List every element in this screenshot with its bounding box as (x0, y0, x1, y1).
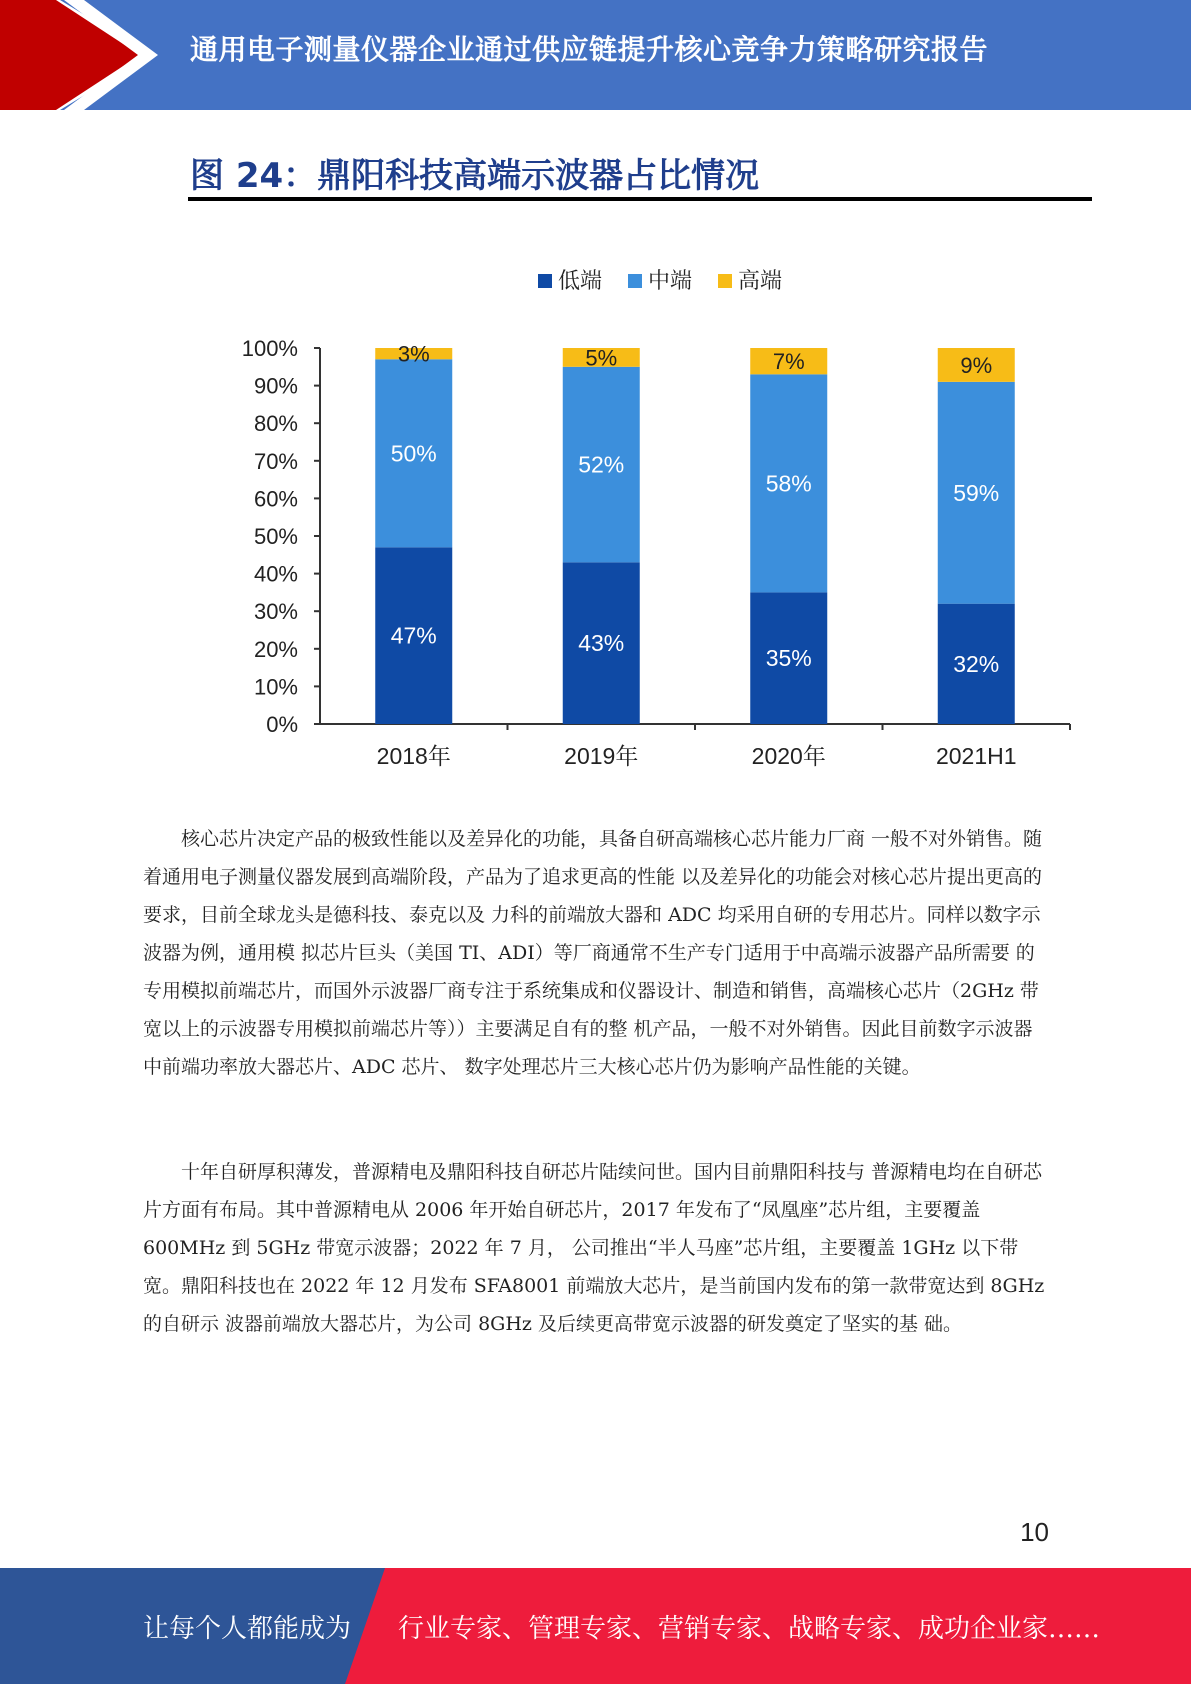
footer-slogan-right: 行业专家、管理专家、营销专家、战略专家、成功企业家…… (398, 1614, 1101, 1644)
data-label: 5% (585, 345, 618, 371)
data-label: 43% (578, 630, 625, 657)
y-tick-label: 90% (253, 373, 298, 399)
data-label: 7% (772, 349, 805, 375)
y-tick-label: 40% (253, 561, 298, 587)
paragraph-core-chips (143, 820, 1048, 1086)
stacked-bar-chart (188, 240, 1092, 780)
data-label: 35% (765, 645, 812, 672)
y-tick-label: 50% (253, 524, 298, 549)
data-label: 52% (578, 451, 625, 478)
legend-swatch-1 (538, 274, 552, 288)
y-tick-label: 30% (253, 599, 298, 625)
page-footer (0, 1568, 1191, 1684)
page-header (0, 0, 1191, 110)
page-number: 10 (1020, 1517, 1049, 1547)
y-tick-label: 70% (253, 448, 298, 474)
legend-label: 低端 (558, 268, 603, 293)
paragraph-text: 十年自研厚积薄发，普源精电及鼎阳科技自研芯片陆续问世。国内目前鼎阳科技与 普源精电均在自研芯片方面有布局。其中普源精电从 2006 年开始自研芯片，2017 年发布了“凤凰座”芯片组，主要覆盖 600MHz 到 5GHz 带宽示波器；2022 年 7 月， 公司推出“半人马座”芯片组，主要覆盖 1GHz 以下带宽。鼎阳科技也在 2022 年 12 月发布 SFA8001 前端放大芯片，是当前国内发布的第一款带宽达到 8GHz 的自研示 波器前端放大器芯片，为公司 8GHz 及后续更高带宽示波器的研发奠定了坚实的基 础。 (143, 1161, 1045, 1335)
data-label: 3% (397, 341, 430, 367)
x-category-label: 2021H1 (935, 743, 1017, 769)
data-label: 9% (960, 352, 993, 378)
figure-title-rule (188, 197, 1092, 201)
paragraph-text: 核心芯片决定产品的极致性能以及差异化的功能，具备自研高端核心芯片能力厂商 一般不对外销售。随着通用电子测量仪器发展到高端阶段，产品为了追求更高的性能 以及差异化的功能会对核心芯片提出更高的要求，目前全球龙头是德科技、泰克以及 力科的前端放大器和 ADC 均采用自研的专用芯片。同样以数字示波器为例，通用模 拟芯片巨头（美国 TI、ADI）等厂商通常不生产专门适用于中高端示波器产品所需要 的专用模拟前端芯片，而国外示波器厂商专注于系统集成和仪器设计、制造和销售，高端核心芯片（2GHz 带宽以上的示波器专用模拟前端芯片等））主要满足自有的整 机产品，一般不对外销售。因此目前数字示波器中前端功率放大器芯片、ADC 芯片、 数字处理芯片三大核心芯片仍为影响产品性能的关键。 (143, 828, 1043, 1078)
legend-swatch-2 (628, 274, 642, 288)
x-category-label: 2019年 (564, 743, 639, 769)
y-tick-label: 20% (253, 636, 298, 662)
legend-swatch-3 (718, 274, 732, 288)
y-tick-label: 80% (253, 411, 298, 437)
data-label: 59% (953, 479, 1000, 506)
data-label: 47% (390, 622, 437, 649)
report-title: 通用电子测量仪器企业通过供应链提升核心竞争力策略研究报告 (190, 33, 989, 66)
figure-title: 图 24：鼎阳科技高端示波器占比情况 (190, 156, 760, 196)
data-label: 50% (390, 440, 437, 467)
legend-label: 高端 (738, 268, 783, 293)
y-tick-label: 100% (241, 336, 298, 361)
legend-label: 中端 (648, 268, 693, 293)
y-tick-label: 0% (266, 712, 298, 737)
y-tick-label: 10% (253, 674, 298, 700)
data-label: 32% (953, 650, 1000, 677)
data-label: 58% (765, 470, 812, 497)
footer-slogan-left: 让每个人都能成为 (143, 1614, 352, 1644)
x-category-label: 2020年 (751, 743, 826, 769)
x-category-label: 2018年 (376, 743, 451, 769)
paragraph-self-developed-chips (143, 1153, 1048, 1343)
y-tick-label: 60% (253, 486, 298, 512)
